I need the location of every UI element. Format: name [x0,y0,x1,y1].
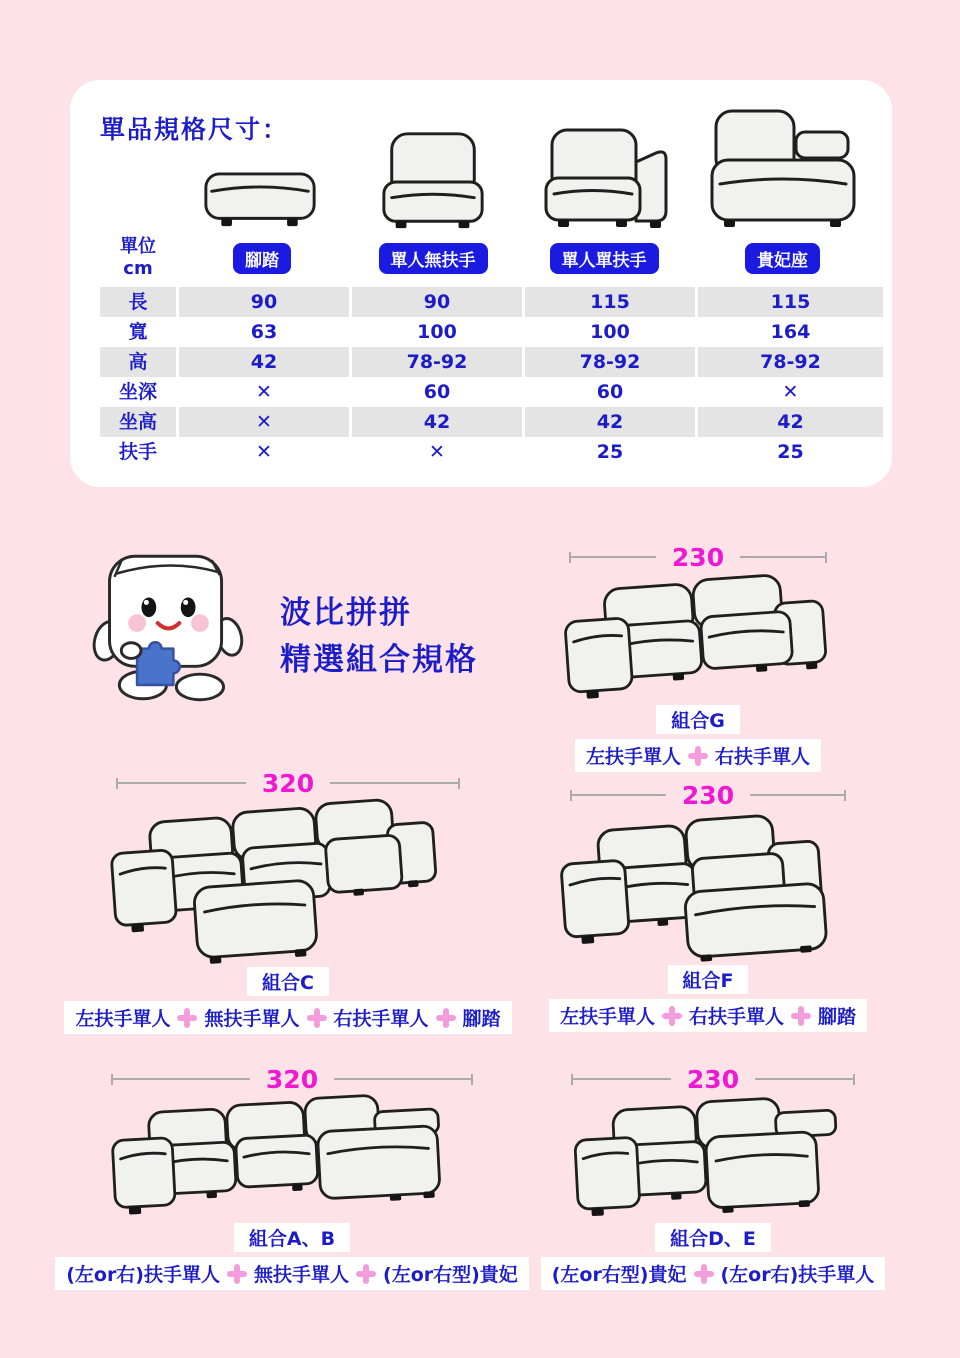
plus-icon [227,1264,247,1284]
dimension-value: 230 [671,542,725,572]
dimension-segment [330,782,460,784]
dimension-segment [571,1078,671,1080]
combo-formula [64,1001,511,1034]
column-header-ottoman [177,243,347,274]
dimension-line [569,544,827,570]
formula-part: 無扶手單人 [254,1264,350,1286]
dimension-value: 230 [686,1064,740,1094]
puzzle-cube-mascot-icon [82,548,254,706]
plus-icon [177,1008,197,1028]
row-label: 高 [100,347,176,377]
intro-title-line1: 波比拼拼 [280,595,412,631]
table-cell: 25 [596,441,624,463]
column-pill: 腳踏 [233,243,291,274]
unit-label-line2: cm [123,258,153,279]
unit-label [100,236,176,280]
table-cell: ✕ [429,441,445,463]
combo-name: 組合C [247,967,329,996]
dimension-segment [755,1078,855,1080]
dimension-line [116,770,460,796]
formula-part: 腳踏 [462,1008,501,1030]
spec-card-title: 單品規格尺寸： [100,115,290,144]
table-cell: 115 [698,287,883,317]
dimension-value: 320 [265,1064,319,1094]
table-cell: ✕ [256,381,272,403]
combo-name: 組合F [668,965,749,994]
row-label: 寬 [128,321,148,343]
two-seat-sofa-with-ottoman-icon [557,810,859,962]
intro-title-line2: 精選組合規格 [280,642,478,678]
table-cell: 90 [179,287,349,317]
two-seat-chaise-sofa-icon [557,1094,869,1220]
plus-icon [662,1006,682,1026]
spec-table [100,287,883,467]
table-cell: 42 [352,407,522,437]
dimension-line [571,1066,855,1092]
formula-part: 腳踏 [818,1006,857,1028]
combo-formula [575,739,821,772]
formula-part: (左or右)扶手單人 [66,1264,220,1286]
dimension-value: 320 [261,768,315,798]
table-cell: 42 [525,407,695,437]
table-cell: 63 [250,321,278,343]
column-header-single-arm [519,243,689,274]
row-label: 坐高 [100,407,176,437]
combo-section-g [548,544,848,772]
formula-part: 右扶手單人 [688,1006,784,1028]
column-header-armless [348,243,518,274]
dimension-segment [750,794,846,796]
combo-section-c [75,768,501,1034]
combo-name: 組合A、B [234,1223,350,1252]
plus-icon [356,1264,376,1284]
table-cell: 100 [417,321,457,343]
table-cell: 115 [525,287,695,317]
table-cell: 60 [423,381,451,403]
column-pill: 貴妃座 [745,243,820,274]
formula-part: 左扶手單人 [585,746,681,768]
formula-part: 左扶手單人 [75,1008,171,1030]
formula-part: 無扶手單人 [204,1008,300,1030]
table-cell: 164 [770,321,811,343]
table-cell: ✕ [256,441,272,463]
table-cell: 60 [596,381,624,403]
dimension-segment [570,794,666,796]
two-seat-sofa-icon [558,572,838,702]
table-cell: 78-92 [698,347,883,377]
table-cell: 90 [352,287,522,317]
dimension-line [111,1066,472,1092]
column-header-chaise [690,243,875,274]
combo-name: 組合D、E [655,1223,771,1252]
table-cell: 42 [698,407,883,437]
column-pill: 單人單扶手 [550,243,659,274]
plus-icon [307,1008,327,1028]
dimension-segment [116,782,246,784]
combo-name: 組合G [656,705,740,734]
table-cell: 78-92 [352,347,522,377]
formula-part: 右扶手單人 [333,1008,429,1030]
column-pill: 單人無扶手 [379,243,488,274]
table-cell: ✕ [782,381,799,403]
row-label: 坐深 [118,381,157,403]
row-label: 扶手 [118,441,157,463]
combo-formula [541,1257,886,1290]
formula-part: (左or右型)貴妃 [383,1264,518,1286]
dimension-segment [740,556,827,558]
formula-part: (左or右)扶手單人 [720,1264,875,1286]
ottoman-icon [202,170,318,230]
plus-icon [694,1264,714,1284]
dimension-segment [111,1078,250,1080]
dimension-line [570,782,845,808]
unit-label-line1: 單位 [120,236,156,257]
table-cell: 100 [590,321,630,343]
intro-title [280,590,478,684]
plus-icon [688,746,708,766]
combo-formula [55,1257,529,1290]
chaise-icon [708,108,858,230]
dimension-segment [569,556,656,558]
table-cell: 25 [777,441,804,463]
three-seat-chaise-sofa-icon [87,1094,497,1220]
dimension-value: 230 [681,780,735,810]
formula-part: 右扶手單人 [715,746,811,768]
plus-icon [436,1008,456,1028]
single-armrest-icon [542,126,672,230]
plus-icon [791,1006,811,1026]
table-cell: 78-92 [525,347,695,377]
row-label: 長 [100,287,176,317]
three-seat-sofa-with-ottoman-icon [92,798,484,964]
combo-section-f [548,782,868,1032]
armless-single-icon [376,130,490,230]
dimension-segment [334,1078,473,1080]
combo-section-de [548,1066,878,1290]
table-cell: 42 [179,347,349,377]
combo-formula [549,999,867,1032]
table-cell: ✕ [179,407,349,437]
formula-part: (左or右型)貴妃 [551,1264,687,1286]
formula-part: 左扶手單人 [559,1006,655,1028]
combo-section-ab [66,1064,518,1290]
